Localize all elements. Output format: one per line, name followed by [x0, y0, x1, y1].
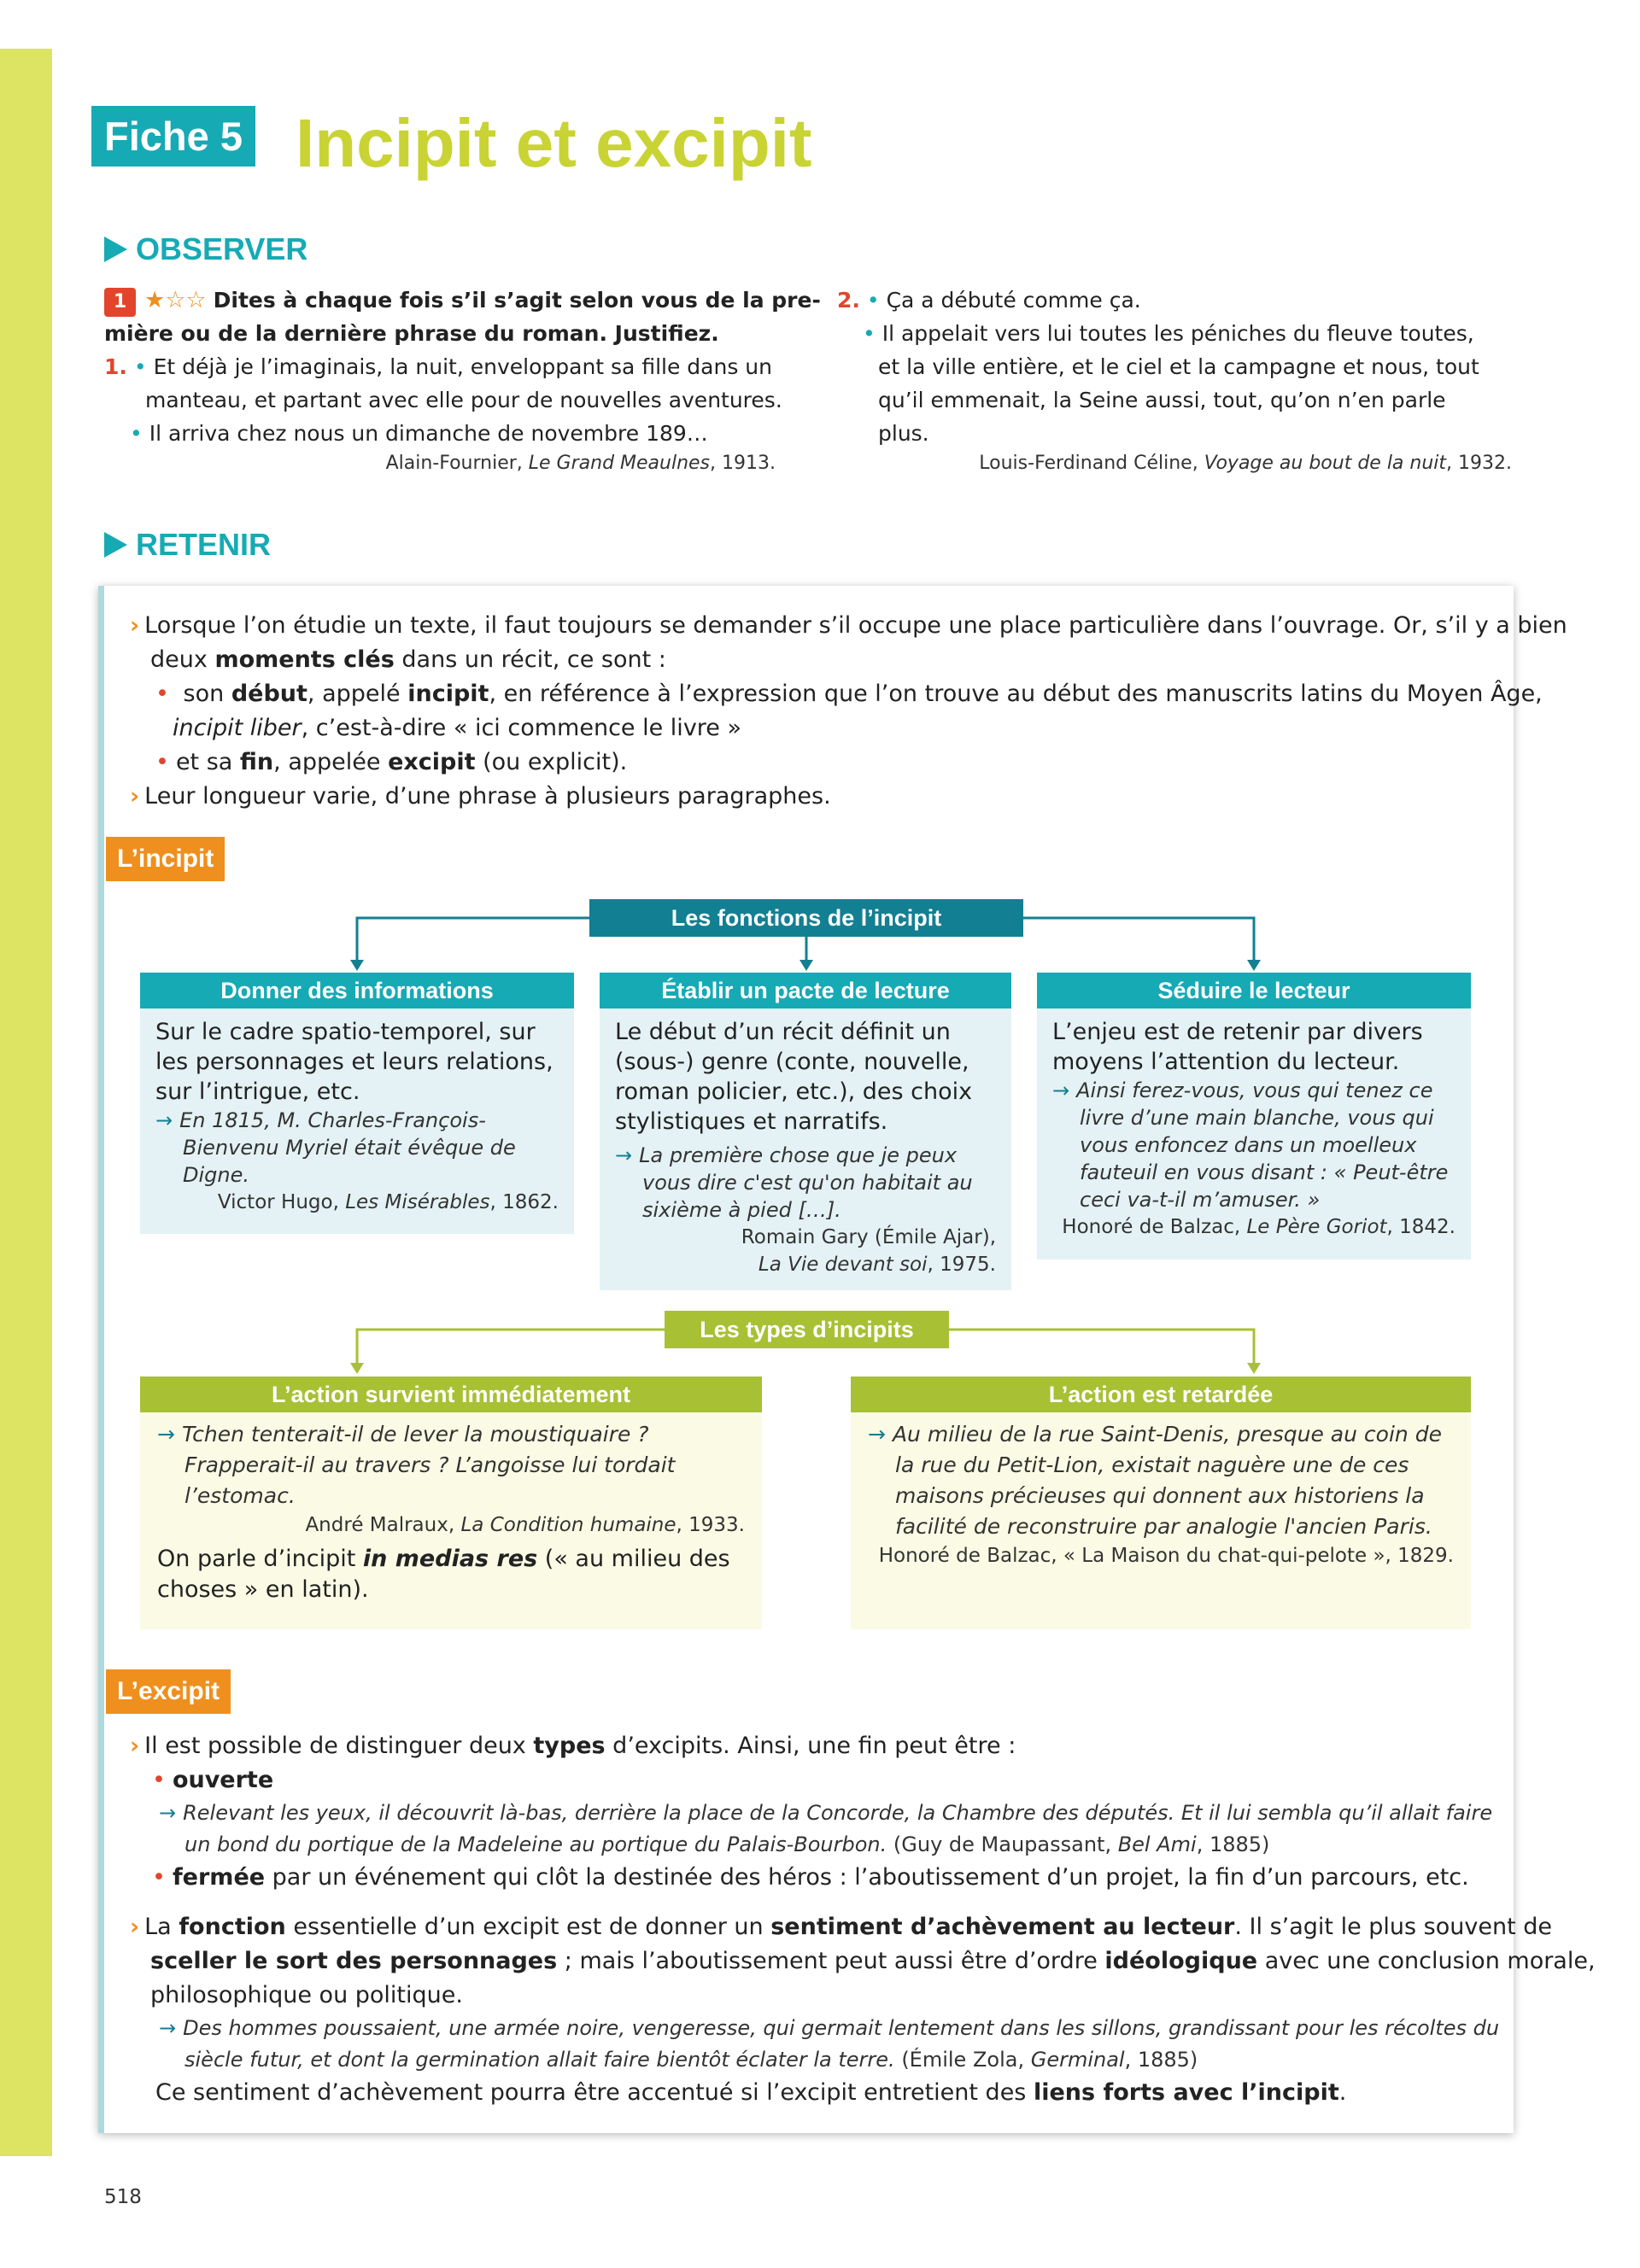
card-attribution: Victor Hugo, Les Misérables, 1862.	[217, 1191, 559, 1213]
types-incipits-title: Les types d’incipits	[665, 1311, 949, 1348]
item-2-bullet-2-cont3: plus.	[878, 421, 929, 446]
card-attribution-work: La Vie devant soi, 1975.	[758, 1254, 996, 1276]
excipit-example-2-cont: siècle futur, et dont la germination allait faire bientôt éclater la terre. (Émile Zola, Germinal, 1885)	[184, 2048, 1198, 2072]
connector-left	[357, 918, 589, 963]
fonctions-incipit-title: Les fonctions de l’incipit	[589, 899, 1023, 937]
connector-types-left	[357, 1330, 665, 1366]
fiche-badge: Fiche 5	[91, 106, 255, 167]
card-donner-informations	[140, 973, 574, 1234]
card-example: → En 1815, M. Charles-François-Bienvenu Myriel était évêque de Digne.	[155, 1108, 516, 1187]
item-1-bullet-2: • Il arriva chez nous un dimanche de novembre 189…	[130, 421, 708, 446]
card-body-text: Le début d’un récit définit un (sous-) genre (conte, nouvelle, roman policier, etc.), des choix stylistiques et narratifs.	[615, 1019, 973, 1135]
card-seduire-lecteur	[1037, 973, 1471, 1260]
item-2-bullet-1: 2. • Ça a débuté comme ça.	[837, 288, 1141, 313]
item-1-source: Alain-Fournier, Le Grand Meaulnes, 1913.	[385, 453, 776, 474]
card-example: → Ainsi ferez-vous, vous qui tenez ce livre d’une main blanche, vous qui vous enfoncez dans un moelleux fauteuil en vous disant : « Peut-être ceci va-t-il m’amuser. »	[1052, 1078, 1449, 1212]
item-2-bullet-2-cont1: et la ville entière, et le ciel et la campagne et nous, tout	[878, 354, 1479, 379]
excipit-conclusion: Ce sentiment d’achèvement pourra être accentué si l’excipit entretient des liens forts avec l’incipit.	[155, 2079, 1347, 2106]
connector-right	[1023, 918, 1254, 963]
type-attribution: Honoré de Balzac, « La Maison du chat-qui-pelote », 1829.	[878, 1545, 1454, 1567]
item-2-bullet-2: • Il appelait vers lui toutes les péniches du fleuve toutes,	[863, 321, 1474, 346]
excipit-example-1-cont: un bond du portique de la Madeleine au portique du Palais-Bourbon. (Guy de Maupassant, Bel Ami, 1885)	[184, 1833, 1270, 1856]
retenir-p2: › Leur longueur varie, d’une phrase à plusieurs paragraphes.	[130, 783, 831, 810]
card-title: Donner des informations	[140, 973, 574, 1008]
retenir-heading: RETENIR	[104, 526, 271, 564]
card-attribution-author: Romain Gary (Émile Ajar),	[741, 1226, 996, 1248]
card-body-text: L’enjeu est de retenir par divers moyens l’attention du lecteur.	[1052, 1019, 1423, 1075]
item-2-source: Louis-Ferdinand Céline, Voyage au bout de la nuit, 1932.	[979, 453, 1512, 474]
type-note: On parle d’incipit in medias res (« au milieu des choses » en latin).	[157, 1546, 730, 1603]
retenir-p1-cont: deux moments clés dans un récit, ce sont :	[150, 646, 666, 673]
type-title: L’action est retardée	[851, 1377, 1471, 1412]
excipit-p2-cont2: philosophique ou politique.	[150, 1982, 463, 2008]
item-2-bullet-2-cont2: qu’il emmenait, la Seine aussi, tout, qu’on n’en parle	[878, 388, 1446, 412]
excipit-bullet-fermee: • fermée par un événement qui clôt la destinée des héros : l’aboutissement d’un projet, la fin d’un parcours, etc.	[152, 1864, 1469, 1891]
type-action-immediate	[140, 1377, 762, 1629]
retenir-bullet-debut-cont: incipit liber, c’est-à-dire « ici commence le livre »	[173, 715, 742, 741]
card-attribution: Honoré de Balzac, Le Père Goriot, 1842.	[1062, 1216, 1456, 1238]
excipit-tag: L’excipit	[106, 1669, 231, 1714]
exercise-number: 1	[104, 288, 136, 317]
incipit-tag: L’incipit	[106, 837, 225, 881]
type-example: → Tchen tenterait-il de lever la moustiquaire ? Frapperait-il au travers ? L’angoisse lui tordait l’estomac.	[157, 1422, 676, 1508]
type-attribution: André Malraux, La Condition humaine, 1933.	[305, 1514, 745, 1536]
excipit-p2-cont: sceller le sort des personnages ; mais l’aboutissement peut aussi être d’ordre idéologique avec une conclusion morale,	[150, 1948, 1596, 1974]
retenir-p1: › Lorsque l’on étudie un texte, il faut toujours se demander s’il occupe une place particulière dans l’ouvrage. Or, s’il y a bien	[130, 612, 1567, 639]
item-1-bullet-1-cont: manteau, et partant avec elle pour de nouvelles aventures.	[145, 388, 782, 412]
page-number: 518	[104, 2186, 142, 2208]
card-example: → La première chose que je peux vous dire c'est qu'on habitait au sixième à pied […].	[615, 1143, 973, 1222]
excipit-bullet-ouverte: • ouverte	[152, 1767, 274, 1793]
excipit-p1: › Il est possible de distinguer deux types d’excipits. Ainsi, une fin peut être :	[130, 1733, 1016, 1759]
observer-heading: OBSERVER	[104, 231, 308, 268]
excipit-example-1: → Relevant les yeux, il découvrit là-bas, derrière la place de la Concorde, la Chambre des députés. Et il lui sembla qu’il allait faire	[159, 1801, 1493, 1825]
connector-types-right	[949, 1330, 1254, 1366]
type-example: → Au milieu de la rue Saint-Denis, presque au coin de la rue du Petit-Lion, existait naguère une de ces maisons précieuses qui donnent aux historiens la facilité de reconstruire par analogie l'ancien Paris.	[868, 1422, 1442, 1539]
excipit-content	[130, 1729, 1596, 2110]
excipit-p2: › La fonction essentielle d’un excipit est de donner un sentiment d’achèvement au lecteur. Il s’agit le plus souvent de	[130, 1914, 1552, 1940]
retenir-bullet-debut: • son début, appelé incipit, en référence à l’expression que l’on trouve au début des manuscrits latins du Moyen Âge,	[155, 681, 1543, 707]
excipit-example-2: → Des hommes poussaient, une armée noire, vengeresse, qui germait lentement dans les sillons, grandissant pour les récoltes du	[159, 2016, 1500, 2040]
retenir-bullet-fin: • et sa fin, appelée excipit (ou explicit).	[155, 749, 628, 775]
type-title: L’action survient immédiatement	[140, 1377, 762, 1412]
card-title: Séduire le lecteur	[1037, 973, 1471, 1008]
type-action-retardee	[851, 1377, 1471, 1629]
card-title: Établir un pacte de lecture	[600, 973, 1011, 1008]
item-1-bullet-1: 1. • Et déjà je l’imaginais, la nuit, enveloppant sa fille dans un	[104, 354, 772, 379]
difficulty-stars-icon: ★☆☆	[144, 287, 207, 313]
exercise-instruction: 1 ★☆☆ Dites à chaque fois s’il s’agit selon vous de la pre-	[104, 284, 788, 317]
page-title: Incipit et excipit	[296, 105, 812, 181]
card-body-text: Sur le cadre spatio-temporel, sur les personnages et leurs relations, sur l’intrigue, etc.	[155, 1019, 554, 1105]
exercise-instruction-line2: mière ou de la dernière phrase du roman. Justifiez.	[104, 321, 719, 346]
card-pacte-lecture	[600, 973, 1011, 1290]
